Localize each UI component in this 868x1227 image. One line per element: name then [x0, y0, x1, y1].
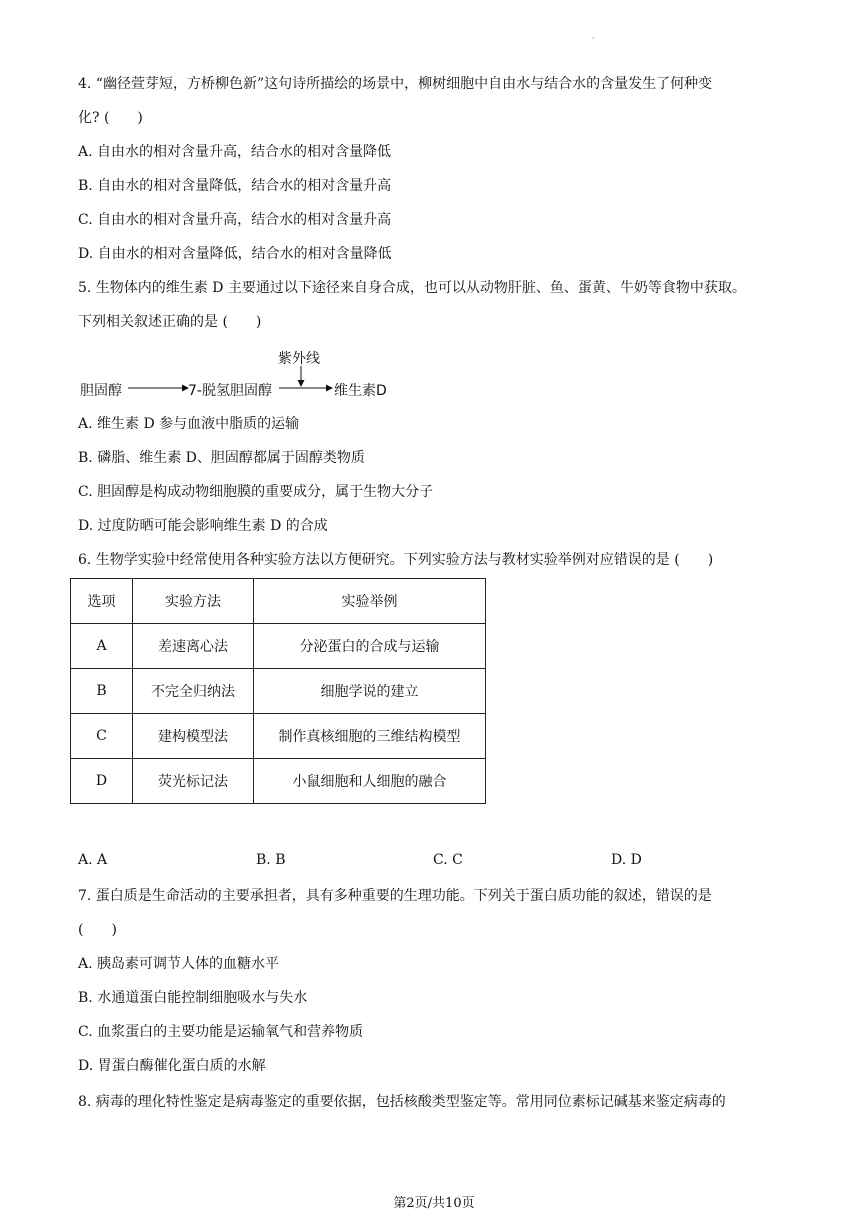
table-cell: A: [71, 624, 133, 669]
table-header: 实验举例: [254, 579, 486, 624]
vitamin-d-synthesis-diagram: [78, 346, 418, 406]
table-cell: 小鼠细胞和人细胞的融合: [254, 759, 486, 804]
table-cell: B: [71, 669, 133, 714]
table-cell: D: [71, 759, 133, 804]
q6-option-a: A. A: [78, 852, 108, 868]
q6-option-b: B. B: [256, 852, 286, 868]
q7-stem-line1: 7. 蛋白质是生命活动的主要承担者，具有多种重要的生理功能。下列关于蛋白质功能的叙述，错误的是: [78, 888, 712, 904]
node-cholesterol: 胆固醇: [80, 383, 122, 399]
q4-option-a: A. 自由水的相对含量升高，结合水的相对含量降低: [78, 144, 392, 160]
q4-option-b: B. 自由水的相对含量降低，结合水的相对含量升高: [78, 178, 392, 194]
q7-option-a: A. 胰岛素可调节人体的血糖水平: [78, 956, 280, 972]
q4-option-c: C. 自由水的相对含量升高，结合水的相对含量升高: [78, 212, 392, 228]
q7-stem-line2: ( ): [78, 922, 117, 938]
q5-option-a: A. 维生素 D 参与血液中脂质的运输: [78, 416, 300, 432]
uv-arrow-head: [298, 380, 305, 387]
table-row: [71, 624, 486, 669]
q8-stem-line1: 8. 病毒的理化特性鉴定是病毒鉴定的重要依据，包括核酸类型鉴定等。常用同位素标记碱基来鉴定病毒的: [78, 1094, 726, 1110]
table-header: 实验方法: [133, 579, 254, 624]
table-cell: 建构模型法: [133, 714, 254, 759]
table-cell: 不完全归纳法: [133, 669, 254, 714]
experiment-method-table: [70, 578, 486, 804]
q5-option-d: D. 过度防晒可能会影响维生素 D 的合成: [78, 518, 328, 534]
node-7-dehydrocholesterol: 7-脱氢胆固醇: [188, 383, 272, 399]
table-cell: C: [71, 714, 133, 759]
q4-stem-line1: 4. “幽径萱芽短，方桥柳色新”这句诗所描绘的场景中，柳树细胞中自由水与结合水的含量发生了何种变: [78, 76, 713, 92]
q6-stem: 6. 生物学实验中经常使用各种实验方法以方便研究。下列实验方法与教材实验举例对应错误的是 ( ): [78, 552, 714, 568]
table-header: 选项: [71, 579, 133, 624]
table-row: [71, 714, 486, 759]
page-footer: 第2页/共10页: [393, 1196, 475, 1211]
q7-option-d: D. 胃蛋白酶催化蛋白质的水解: [78, 1058, 266, 1074]
table-row: [71, 759, 486, 804]
table-cell: 荧光标记法: [133, 759, 254, 804]
node-vitamin-d: 维生素D: [334, 383, 387, 399]
table-row: [71, 669, 486, 714]
table-header-row: [71, 579, 486, 624]
q6-option-c: C. C: [433, 852, 463, 868]
q5-option-b: B. 磷脂、维生素 D、胆固醇都属于固醇类物质: [78, 450, 365, 466]
table-cell: 制作真核细胞的三维结构模型: [254, 714, 486, 759]
q7-option-b: B. 水通道蛋白能控制细胞吸水与失水: [78, 990, 308, 1006]
page-marker: ·: [592, 34, 595, 43]
table-cell: 细胞学说的建立: [254, 669, 486, 714]
table-cell: 差速离心法: [133, 624, 254, 669]
q6-option-d: D. D: [611, 852, 642, 868]
uv-label: 紫外线: [278, 351, 320, 367]
table-cell: 分泌蛋白的合成与运输: [254, 624, 486, 669]
q7-option-c: C. 血浆蛋白的主要功能是运输氧气和营养物质: [78, 1024, 364, 1040]
q4-option-d: D. 自由水的相对含量降低，结合水的相对含量降低: [78, 246, 392, 262]
q4-stem-line2: 化? ( ): [78, 110, 143, 126]
arrow-2-head: [326, 385, 333, 392]
q5-stem-line2: 下列相关叙述正确的是 ( ): [78, 314, 262, 330]
q5-stem-line1: 5. 生物体内的维生素 D 主要通过以下途径来自身合成，也可以从动物肝脏、鱼、蛋黄、牛奶等食物中获取。: [78, 280, 746, 296]
q6-options: [78, 852, 778, 872]
q5-option-c: C. 胆固醇是构成动物细胞膜的重要成分，属于生物大分子: [78, 484, 434, 500]
